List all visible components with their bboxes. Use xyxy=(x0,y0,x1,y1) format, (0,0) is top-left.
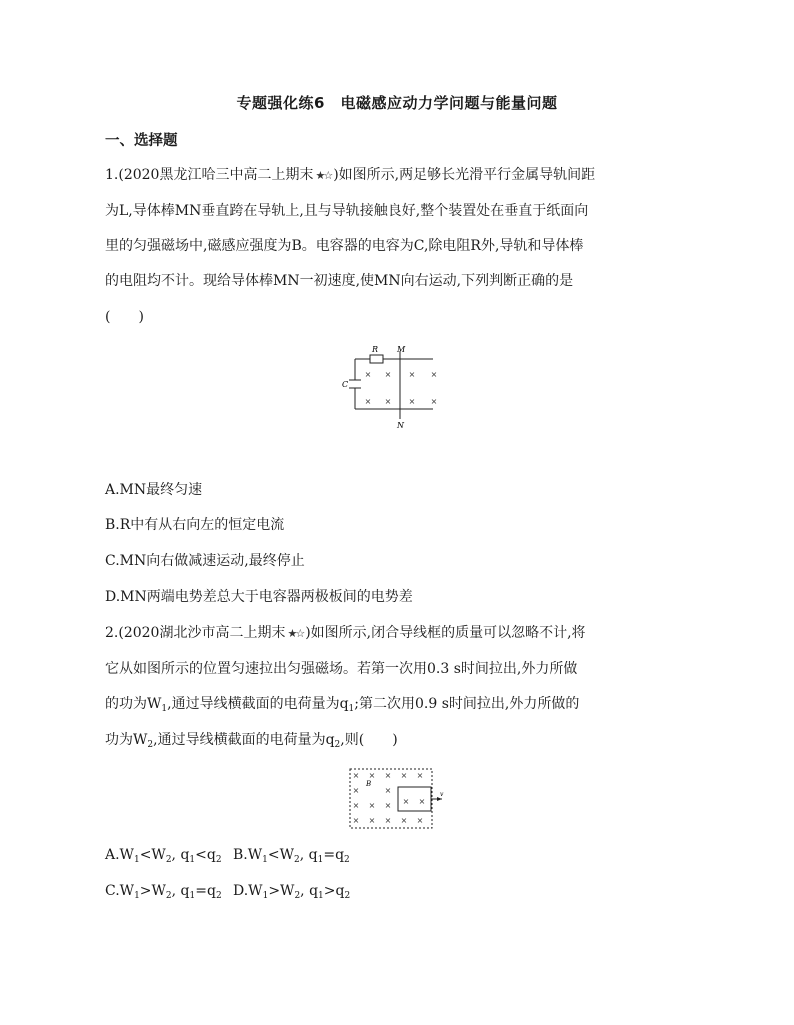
q1-option-a: A.MN最终匀速 xyxy=(105,482,203,498)
svg-text:×: × xyxy=(408,370,416,379)
svg-text:×: × xyxy=(384,370,392,379)
page-title: 专题强化练6 电磁感应动力学问题与能量问题 xyxy=(236,94,558,112)
svg-text:×: × xyxy=(430,397,438,406)
svg-text:×: × xyxy=(368,816,376,825)
svg-text:×: × xyxy=(384,771,392,780)
q2-line-1: 2.(2020湖北沙市高二上期末 ★☆ )如图所示,闭合导线框的质量可以忽略不计,将 xyxy=(105,623,586,644)
q2-option-c: $C.W_1>W_2$, $q_1=q_2$ xyxy=(105,883,222,901)
svg-text:×: × xyxy=(364,370,372,379)
section-heading: 一、选择题 xyxy=(105,133,178,149)
svg-text:×: × xyxy=(384,816,392,825)
svg-text:×: × xyxy=(352,816,360,825)
difficulty-star-icon: ★☆ xyxy=(315,169,332,182)
svg-text:×: × xyxy=(400,816,408,825)
svg-text:×: × xyxy=(368,771,376,780)
q2-option-b: $B.W_1<W_2$, $q_1=q_2$ xyxy=(233,847,350,865)
q1-option-d: D.MN两端电势差总大于电容器两极板间的电势差 xyxy=(105,589,413,605)
svg-text:×: × xyxy=(368,801,376,810)
svg-text:×: × xyxy=(400,771,408,780)
magnetic-field-marks xyxy=(365,370,438,406)
svg-text:×: × xyxy=(430,370,438,379)
q1-answer-blank: ( ) xyxy=(105,309,144,325)
svg-text:×: × xyxy=(416,816,424,825)
q1-line-2: 为L,导体棒MN垂直跨在导轨上,且与导轨接触良好,整个装置处在垂直于纸面向 xyxy=(105,203,589,219)
label-M: M xyxy=(397,345,406,354)
svg-text:×: × xyxy=(416,771,424,780)
svg-text:×: × xyxy=(384,786,392,795)
q1-line-3: 里的匀强磁场中,磁感应强度为B。电容器的电容为C,除电阻R外,导轨和导体棒 xyxy=(105,238,584,254)
q1-option-c: C.MN向右做减速运动,最终停止 xyxy=(105,553,305,569)
label-v: v xyxy=(440,791,444,798)
svg-text:×: × xyxy=(384,397,392,406)
svg-text:×: × xyxy=(352,786,360,795)
difficulty-star-icon: ★☆ xyxy=(287,627,304,640)
q1-circuit-figure xyxy=(330,343,465,433)
svg-text:×: × xyxy=(408,397,416,406)
q2-line-2: 它从如图所示的位置匀速拉出匀强磁场。若第一次用0.3 s时间拉出,外力所做 xyxy=(105,661,578,677)
label-R: R xyxy=(372,345,379,354)
q2-line-4: 功为$W_2$,通过导线横截面的电荷量为$q_2$,则( ) xyxy=(105,732,398,750)
magnetic-field-marks xyxy=(353,771,426,825)
resistor xyxy=(370,355,383,363)
q2-line-3: 的功为$W_1$,通过导线横截面的电荷量为$q_1$;第二次用0.9 s时间拉出,外力所做的 xyxy=(105,696,580,714)
label-B: B xyxy=(366,780,372,788)
svg-text:×: × xyxy=(384,801,392,810)
q1-option-b: B.R中有从右向左的恒定电流 xyxy=(105,517,285,533)
svg-text:×: × xyxy=(402,797,410,806)
q2-option-a: $A.W_1<W_2$, $q_1<q_2$ xyxy=(105,847,222,865)
label-N: N xyxy=(397,421,404,430)
svg-text:×: × xyxy=(352,771,360,780)
label-C: C xyxy=(342,380,349,389)
q2-loop-figure xyxy=(346,766,446,832)
q2-option-d: $D.W_1>W_2$, $q_1>q_2$ xyxy=(233,883,351,901)
svg-text:×: × xyxy=(364,397,372,406)
q1-line-1: 1.(2020黑龙江哈三中高二上期末 ★☆ )如图所示,两足够长光滑平行金属导轨间距 xyxy=(105,165,595,186)
svg-text:×: × xyxy=(418,797,426,806)
svg-text:×: × xyxy=(352,801,360,810)
q1-line-4: 的电阻均不计。现给导体棒MN一初速度,使MN向右运动,下列判断正确的是 xyxy=(105,273,574,289)
